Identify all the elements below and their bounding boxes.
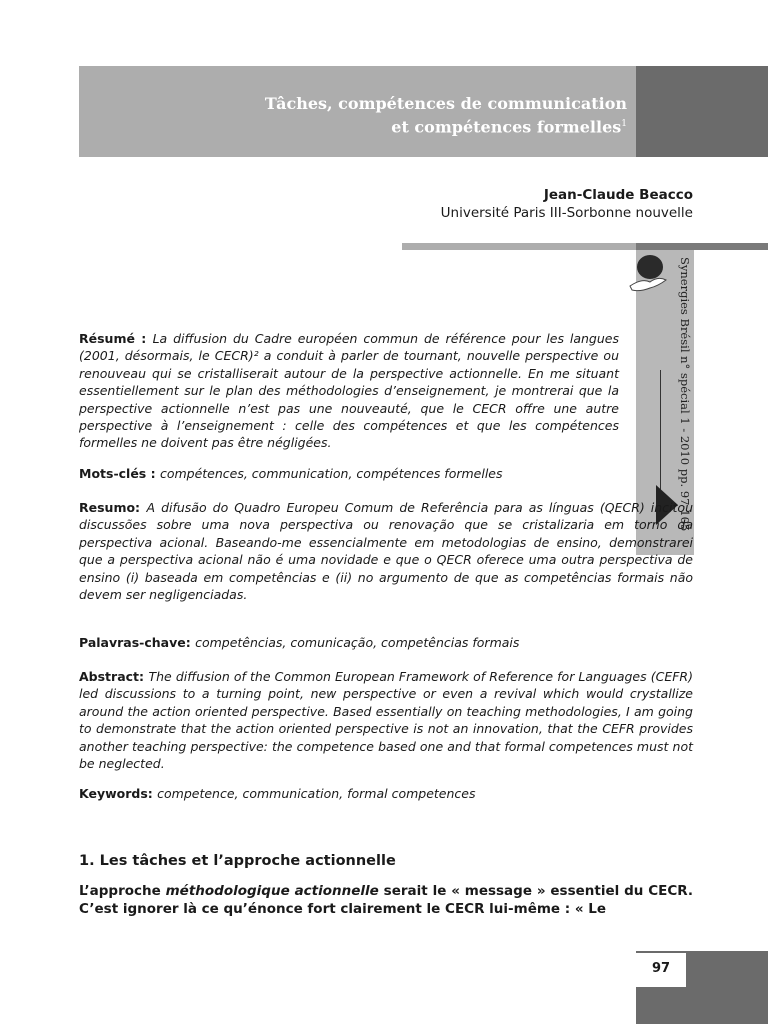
author-affiliation: Université Paris III-Sorbonne nouvelle xyxy=(440,205,693,221)
article-title xyxy=(79,93,627,137)
abstract-label: Abstract: xyxy=(79,669,149,684)
resume-text: La diffusion du Cadre européen commun de référence pour les langues (2001, désormais, le CECR)² a conduit à parler de tournant, nouvelle perspective ou renouveau qui se cristalliserait autour de la perspective actionnelle. En me situant essentiellement sur le plan des méthodologies d’enseignement, je montrerai que la perspective actionnelle n’est pas une nouveauté, que le CECR offre une autre perspective à l’enseignement : celle des compétences et que les compétences formelles ne doivent pas être négligées. xyxy=(79,331,619,451)
divider-dark xyxy=(636,243,768,250)
author-name: Jean-Claude Beacco xyxy=(543,187,693,203)
body-text-italic: méthodologique actionnelle xyxy=(165,883,379,899)
sidebar-line xyxy=(660,370,661,490)
abstract-paragraph xyxy=(79,668,693,772)
resumo-label: Resumo: xyxy=(79,500,147,515)
resume-paragraph xyxy=(79,330,619,452)
keywords-text: competence, communication, formal competences xyxy=(157,786,476,801)
resumo-text: A difusão do Quadro Europeu Comum de Referência para as línguas (QECR) incitou discussões sobre uma nova perspectiva ou renovação que se cristalizaria em torno da perspectiva acional. Baseando-me essencialmente em metodologias de ensino, demonstrarei que a perspectiva acional não é uma novidade e que o QECR oferece uma outra perspectiva de ensino (i) baseada em competências e (ii) no argumento de que as competências formais não devem ser negligenciadas. xyxy=(79,500,694,603)
palavras-chave-text: competências, comunicação, competências formais xyxy=(195,635,520,650)
section-title: . Les tâches et l’approche actionnelle xyxy=(89,853,396,869)
dove-logo-icon xyxy=(628,250,668,300)
section-number: 1 xyxy=(79,853,90,869)
body-paragraph xyxy=(79,883,693,918)
abstract-text: The diffusion of the Common European Framework of Reference for Languages (CEFR) led discussions to a turning point, new perspective or even a revival which would crystallize around the action oriented perspective. Based essentially on teaching methodologies, I am going to demonstrate that the action oriented perspective is not an innovation, that the CEFR provides another teaching perspective: the competence based one and that formal competences must not be neglected. xyxy=(79,669,693,772)
body-text-2: serait le « message » essentiel du CECR. C’est ignorer là ce qu’énonce fort clairement le CECR lui-même : « Le xyxy=(79,883,693,917)
palavras-chave-paragraph xyxy=(79,634,693,651)
title-footnote-mark: 1 xyxy=(621,119,627,129)
header-dark-block xyxy=(636,66,768,157)
palavras-chave-label: Palavras-chave: xyxy=(79,635,196,650)
title-line-1: Tâches, compétences de communication xyxy=(264,94,627,113)
resume-label: Résumé : xyxy=(79,331,153,346)
page-number: 97 xyxy=(636,953,686,987)
mots-cles-text: compétences, communication, compétences formelles xyxy=(159,466,503,481)
resumo-paragraph xyxy=(79,499,693,603)
title-line-2: et compétences formelles xyxy=(391,117,622,137)
section-heading xyxy=(79,851,396,871)
mots-cles-paragraph xyxy=(79,465,619,482)
mots-cles-label: Mots-clés : xyxy=(79,466,160,481)
journal-reference-text: Synergies Brésil n° spécial 1 - 2010 pp. 97-105 xyxy=(678,257,692,532)
body-text-1: L’approche xyxy=(79,883,166,899)
divider-light xyxy=(402,243,636,250)
keywords-paragraph xyxy=(79,785,693,802)
keywords-label: Keywords: xyxy=(79,786,158,801)
